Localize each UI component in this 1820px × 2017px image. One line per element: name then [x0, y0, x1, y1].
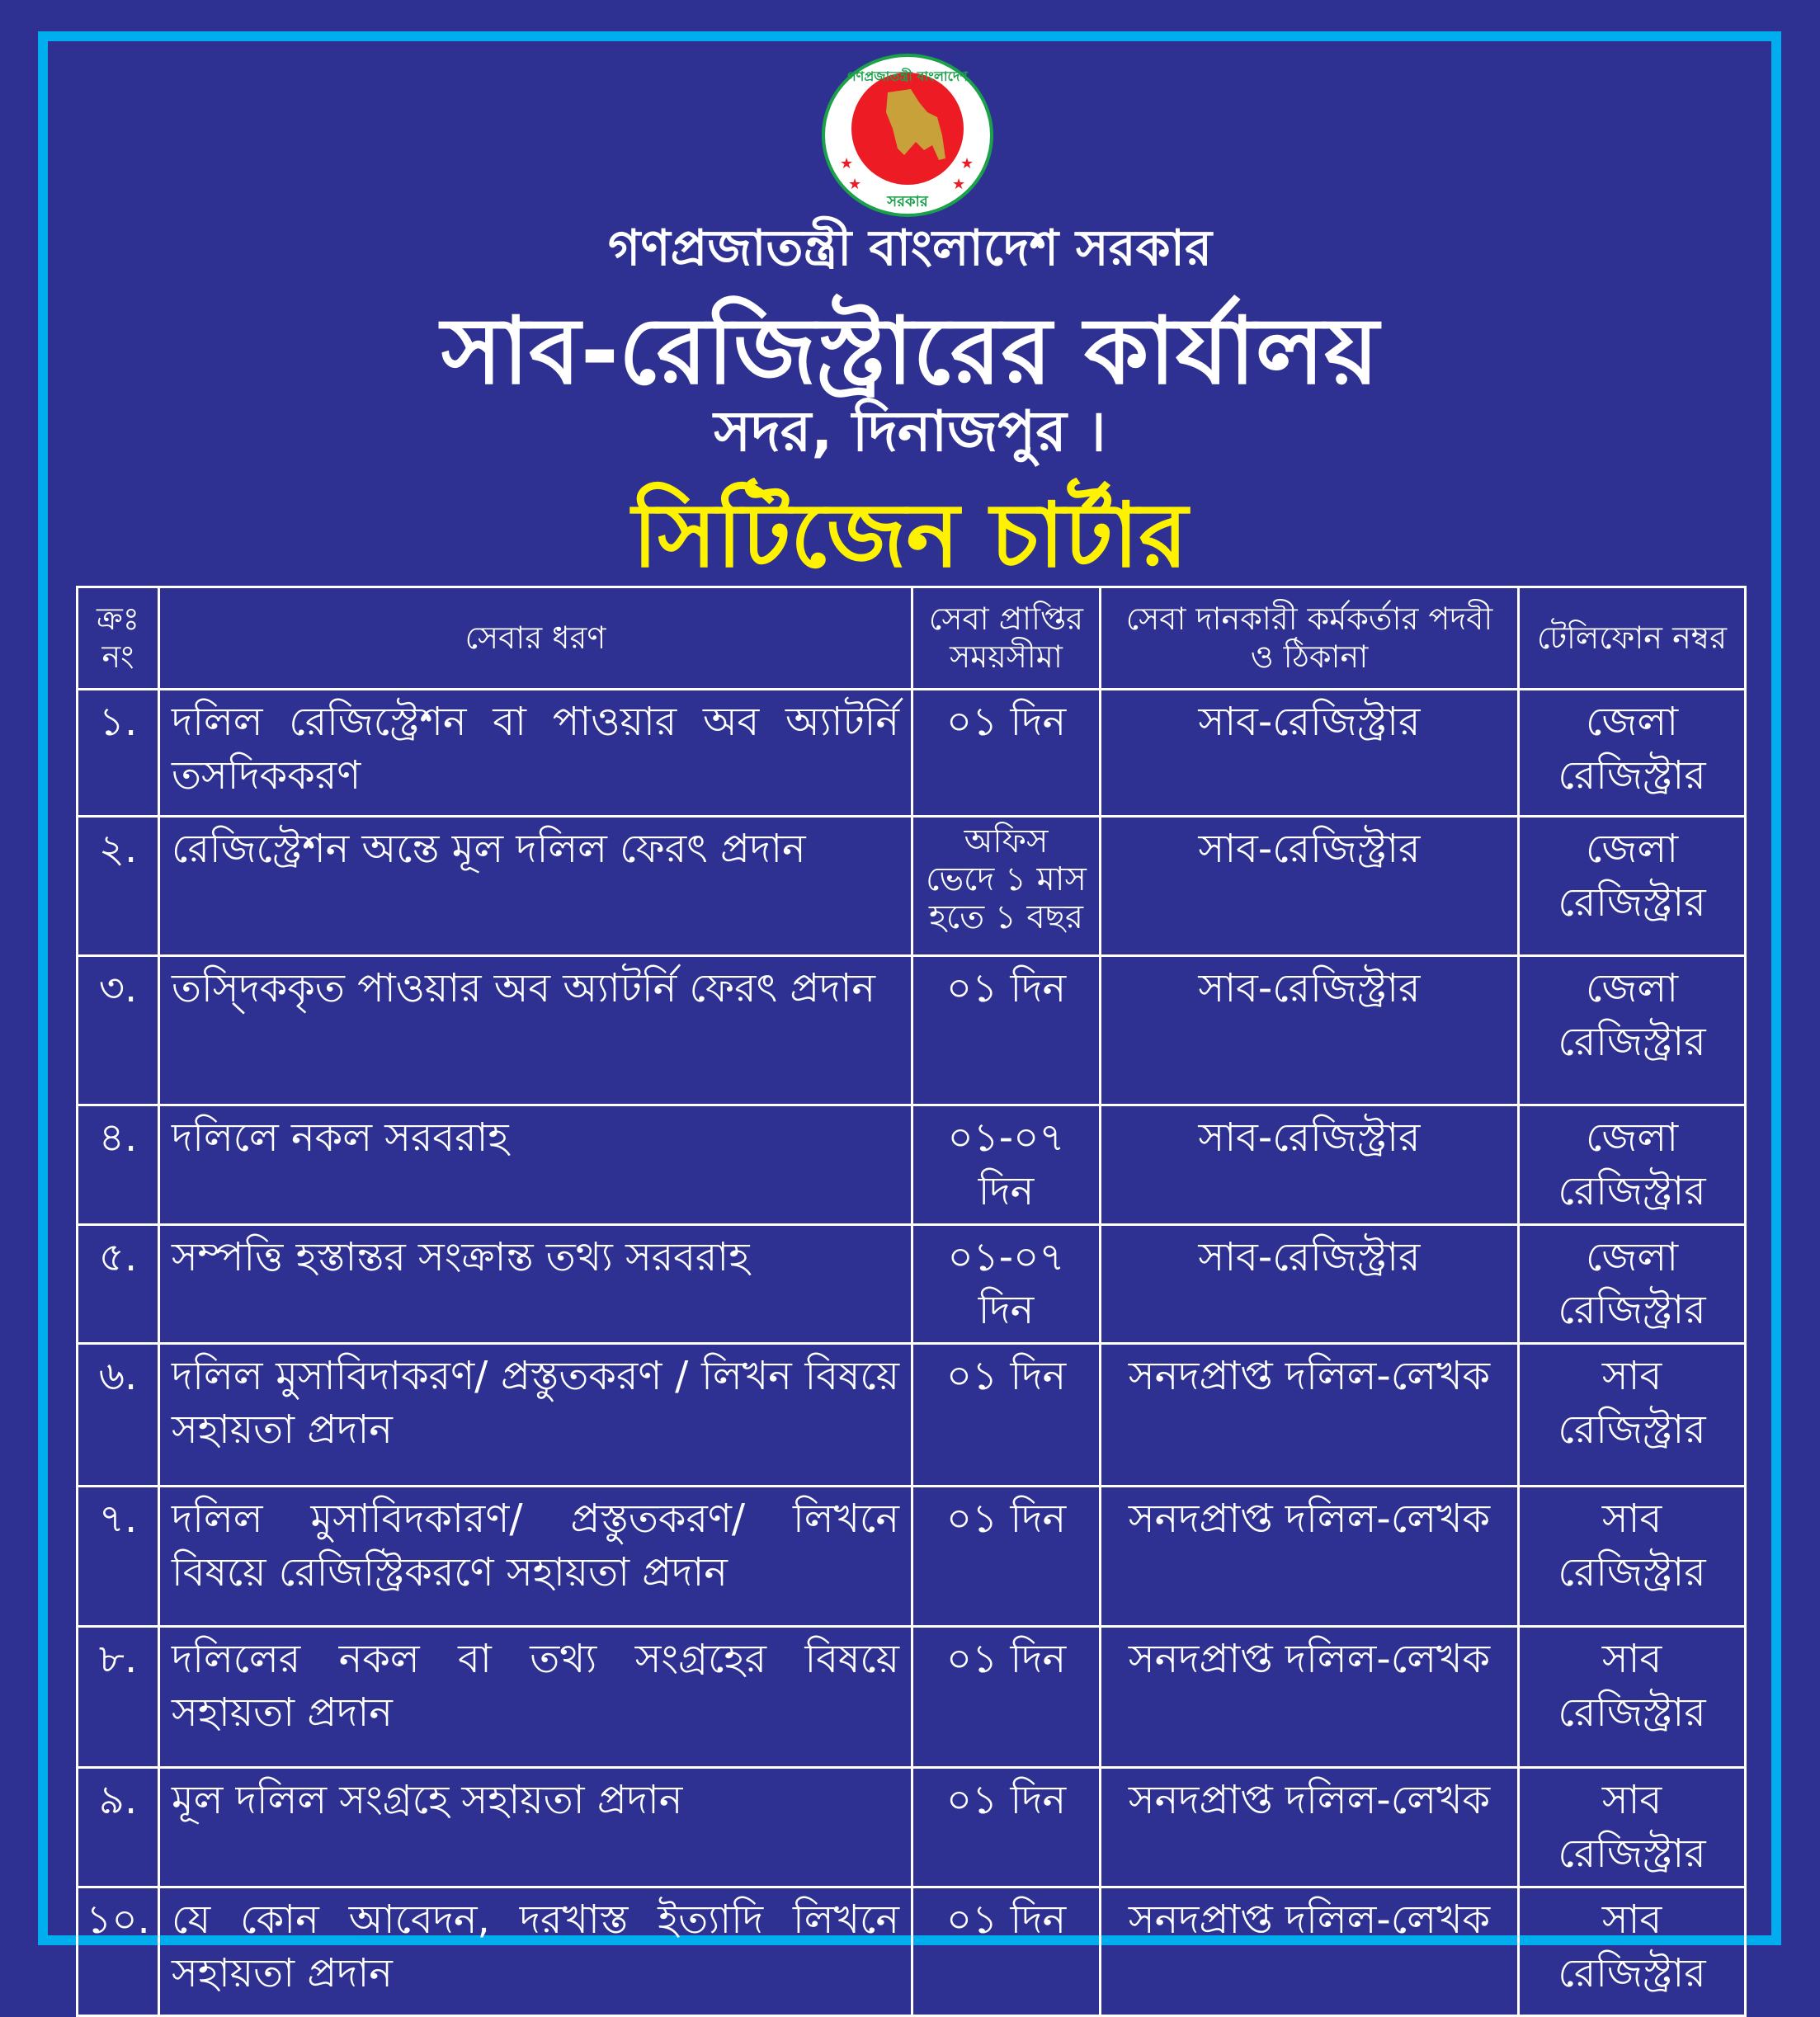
phone-cell: সাব রেজিস্ট্রার: [1519, 1344, 1746, 1487]
time-cell: ০১-০৭ দিন: [912, 1224, 1101, 1344]
phone-cell: জেলা রেজিস্ট্রার: [1519, 817, 1746, 956]
column-header-time: সেবা প্রাপ্তির সময়সীমা: [912, 587, 1101, 690]
serial-cell: ১০.: [78, 1887, 159, 2015]
table-header-row: [78, 587, 1746, 690]
phone-cell: সাব রেজিস্ট্রার: [1519, 1768, 1746, 1887]
phone-cell: জেলা রেজিস্ট্রার: [1519, 690, 1746, 817]
svg-text:★: ★: [960, 155, 974, 172]
officer-cell: সনদপ্রাপ্ত দলিল-লেখক: [1101, 1627, 1519, 1768]
time-cell: ০১-০৭ দিন: [912, 1105, 1101, 1225]
phone-cell: জেলা রেজিস্ট্রার: [1519, 1224, 1746, 1344]
service-cell: দলিল মুসাবিদকারণ/ প্রস্তুতকরণ/ লিখনে বিষয়ে রেজিস্ট্রিকরণে সহায়তা প্রদান: [159, 1487, 912, 1627]
svg-text:সরকার: সরকার: [887, 193, 928, 210]
table-row: [78, 1768, 1746, 1887]
officer-cell: সাব-রেজিস্ট্রার: [1101, 1224, 1519, 1344]
serial-cell: ৬.: [78, 1344, 159, 1487]
column-header-phone: টেলিফোন নম্বর: [1519, 587, 1746, 690]
table-row: [78, 1487, 1746, 1627]
svg-text:★: ★: [840, 155, 854, 172]
table-row: [78, 956, 1746, 1105]
table-row: [78, 1344, 1746, 1487]
column-header-officer: সেবা দানকারী কর্মকর্তার পদবী ও ঠিকানা: [1101, 587, 1519, 690]
table-row: [78, 690, 1746, 817]
time-cell: ০১ দিন: [912, 690, 1101, 817]
svg-text:গণপ্রজাতন্ত্রী বাংলাদেশ: গণপ্রজাতন্ত্রী বাংলাদেশ: [847, 68, 968, 84]
serial-cell: ৫.: [78, 1224, 159, 1344]
column-header-service: সেবার ধরণ: [159, 587, 912, 690]
table-row: [78, 1627, 1746, 1768]
time-cell: ০১ দিন: [912, 1627, 1101, 1768]
government-name: গণপ্রজাতন্ত্রী বাংলাদেশ সরকার: [608, 219, 1212, 277]
serial-cell: ৭.: [78, 1487, 159, 1627]
officer-cell: সাব-রেজিস্ট্রার: [1101, 690, 1519, 817]
officer-cell: সনদপ্রাপ্ত দলিল-লেখক: [1101, 1887, 1519, 2015]
serial-cell: ১.: [78, 690, 159, 817]
service-cell: দলিল মুসাবিদাকরণ/ প্রস্তুতকরণ / লিখন বিষয়ে সহায়তা প্রদান: [159, 1344, 912, 1487]
officer-cell: সনদপ্রাপ্ত দলিল-লেখক: [1101, 1487, 1519, 1627]
citizen-charter-table: [76, 586, 1747, 2017]
phone-cell: সাব রেজিস্ট্রার: [1519, 1487, 1746, 1627]
service-cell: দলিলে নকল সরবরাহ: [159, 1105, 912, 1225]
table-row: [78, 1105, 1746, 1225]
service-cell: যে কোন আবেদন, দরখাস্ত ইত্যাদি লিখনে সহায়তা প্রদান: [159, 1887, 912, 2015]
officer-cell: সাব-রেজিস্ট্রার: [1101, 956, 1519, 1105]
phone-cell: জেলা রেজিস্ট্রার: [1519, 956, 1746, 1105]
serial-cell: ৪.: [78, 1105, 159, 1225]
svg-text:★: ★: [952, 176, 966, 193]
service-cell: রেজিস্ট্রেশন অন্তে মূল দলিল ফেরৎ প্রদান: [159, 817, 912, 956]
office-name: সাব-রেজিস্ট্রারের কার্যালয়: [441, 298, 1379, 405]
service-cell: দলিলের নকল বা তথ্য সংগ্রহের বিষয়ে সহায়তা প্রদান: [159, 1627, 912, 1768]
serial-cell: ৯.: [78, 1768, 159, 1887]
phone-cell: জেলা রেজিস্ট্রার: [1519, 1105, 1746, 1225]
office-location: সদর, দিনাজপুর ।: [714, 399, 1106, 464]
table-row: [78, 1887, 1746, 2015]
officer-cell: সাব-রেজিস্ট্রার: [1101, 817, 1519, 956]
serial-cell: ৩.: [78, 956, 159, 1105]
time-cell: ০১ দিন: [912, 1487, 1101, 1627]
svg-text:★: ★: [848, 176, 862, 193]
phone-cell: সাব রেজিস্ট্রার: [1519, 1887, 1746, 2015]
serial-cell: ৮.: [78, 1627, 159, 1768]
service-cell: মূল দলিল সংগ্রহে সহায়তা প্রদান: [159, 1768, 912, 1887]
table-row: [78, 817, 1746, 956]
column-header-serial: ক্রঃ নং: [78, 587, 159, 690]
serial-cell: ২.: [78, 817, 159, 956]
service-cell: সম্পত্তি হস্তান্তর সংক্রান্ত তথ্য সরবরাহ: [159, 1224, 912, 1344]
time-cell: ০১ দিন: [912, 1344, 1101, 1487]
officer-cell: সনদপ্রাপ্ত দলিল-লেখক: [1101, 1768, 1519, 1887]
phone-cell: সাব রেজিস্ট্রার: [1519, 1627, 1746, 1768]
officer-cell: সাব-রেজিস্ট্রার: [1101, 1105, 1519, 1225]
time-cell: ০১ দিন: [912, 1887, 1101, 2015]
table-row: [78, 1224, 1746, 1344]
service-cell: তস্দিককৃত পাওয়ার অব অ্যাটর্নি ফেরৎ প্রদান: [159, 956, 912, 1105]
time-cell: ০১ দিন: [912, 956, 1101, 1105]
officer-cell: সনদপ্রাপ্ত দলিল-লেখক: [1101, 1344, 1519, 1487]
service-cell: দলিল রেজিস্ট্রেশন বা পাওয়ার অব অ্যাটর্নি তসদিককরণ: [159, 690, 912, 817]
page-title: সিটিজেন চার্টার: [632, 484, 1188, 587]
government-seal-logo: [822, 53, 993, 218]
time-cell: অফিস ভেদে ১ মাস হতে ১ বছর: [912, 817, 1101, 956]
time-cell: ০১ দিন: [912, 1768, 1101, 1887]
